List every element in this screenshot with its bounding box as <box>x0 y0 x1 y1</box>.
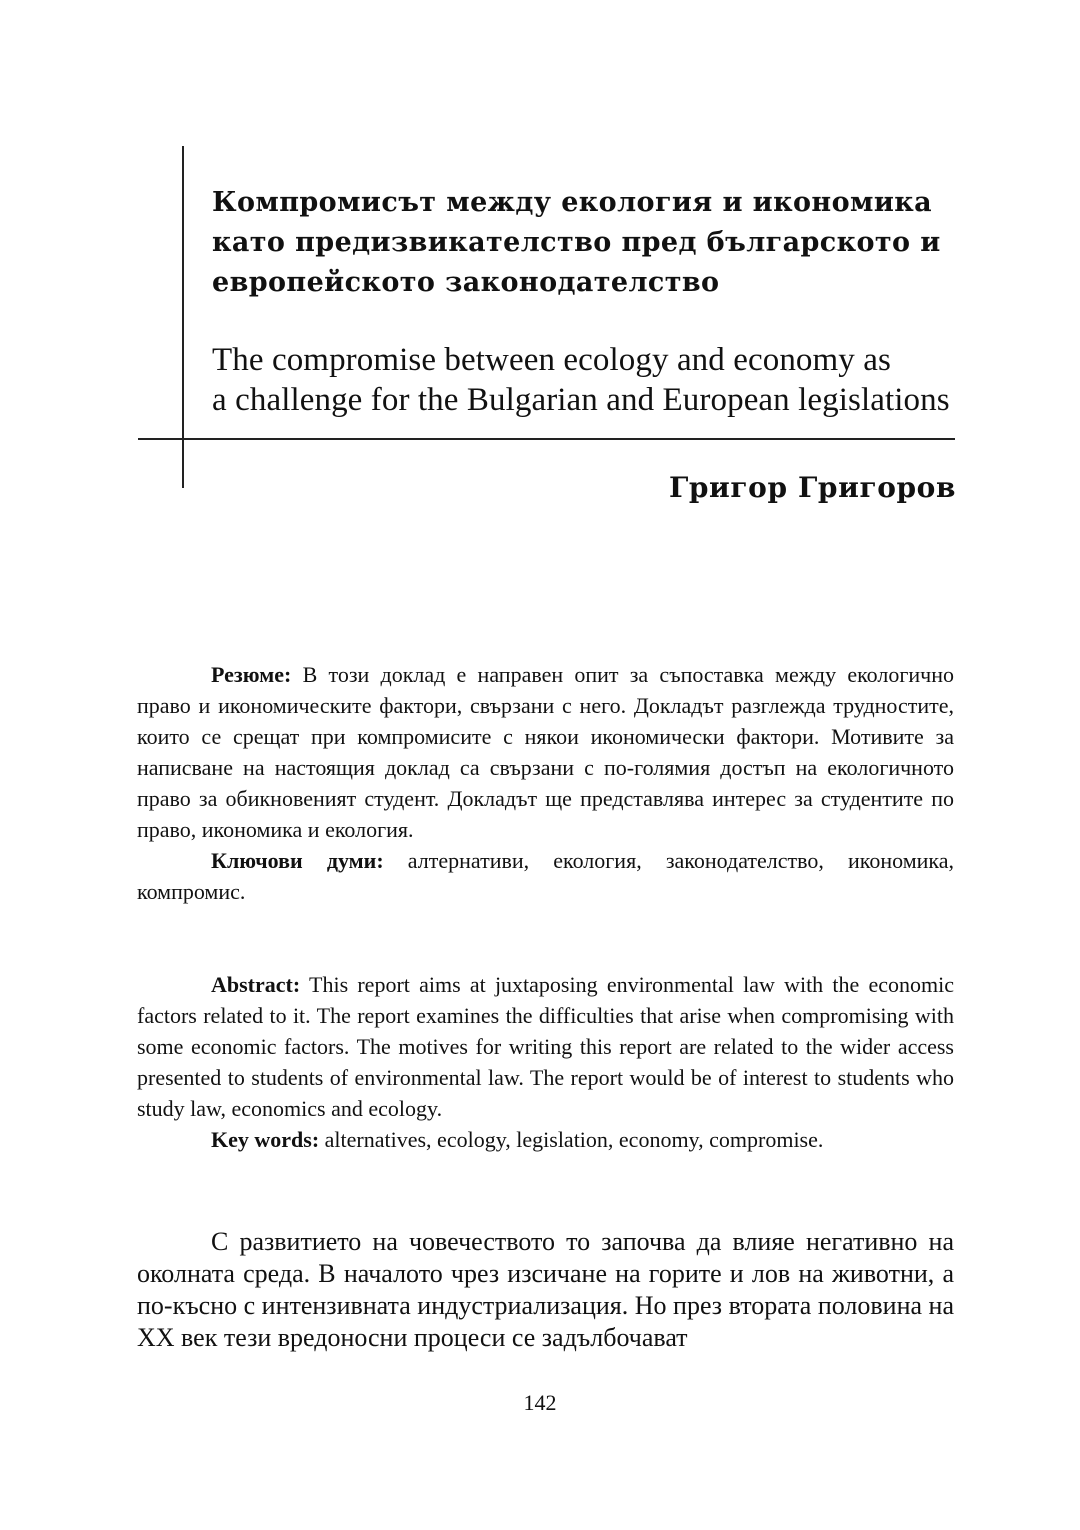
keywords-bg-paragraph <box>137 845 954 907</box>
title-english <box>212 340 972 420</box>
abstract-label: Abstract: <box>211 972 301 997</box>
page-number: 142 <box>523 1390 557 1415</box>
abstract-text: This report aims at juxtaposing environmental law with the economic factors related to it. The report examines the difficulties that arise when compromising with some economic factors. The motives for writing this report are related to the wider access presented to students of environmental law. The report would be of interest to students who study law, economics and ecology. <box>137 972 955 1121</box>
abstract-paragraph <box>137 969 954 1124</box>
abstract-section <box>137 969 954 1155</box>
keywords-bg-text: алтернативи, екология, законодателство, икономика, компромис. <box>137 848 955 904</box>
resume-label: Резюме: <box>211 662 292 687</box>
resume-paragraph <box>137 659 954 845</box>
title-bulgarian <box>212 183 962 303</box>
title-english-line-1: The compromise between ecology and economy as <box>212 342 891 378</box>
resume-section <box>137 659 954 907</box>
title-bulgarian-line-2: като предизвикателство пред българското и <box>212 227 941 258</box>
keywords-bg-label: Ключови думи: <box>211 848 384 873</box>
vertical-rule <box>182 146 184 488</box>
keywords-en-text: alternatives, ecology, legislation, economy, compromise. <box>324 1127 824 1152</box>
keywords-en-label: Key words: <box>211 1127 320 1152</box>
horizontal-rule <box>138 438 955 440</box>
title-english-line-2: a challenge for the Bulgarian and European legislations <box>212 382 950 418</box>
body-section <box>137 1226 954 1354</box>
title-bulgarian-line-1: Компромисът между екология и икономика <box>212 187 933 218</box>
keywords-en-paragraph <box>137 1124 954 1155</box>
author-name: Григор Григоров <box>668 471 956 504</box>
resume-text: В този доклад е направен опит за съпоставка между екологично право и икономическите фактори, свързани с него. Докладът разглежда трудностите, които се срещат при компромисите с някои икономически фактори. Мотивите за написване на настоящия доклад са свързани с по-голямия достъп на екологичното право за обикновеният студент. Докладът ще представлява интерес за студентите по право, икономика и екология. <box>137 662 954 842</box>
body-paragraph: С развитието на човечеството то започва да влияе негативно на околната среда. В началото чрез изсичане на горите и лов на животни, а по-късно с интензивната индустриализация. Но през втората половина на XX век тези вредоносни процеси се задълбочават <box>137 1227 954 1352</box>
title-bulgarian-line-3: европейското законодателство <box>212 267 720 298</box>
